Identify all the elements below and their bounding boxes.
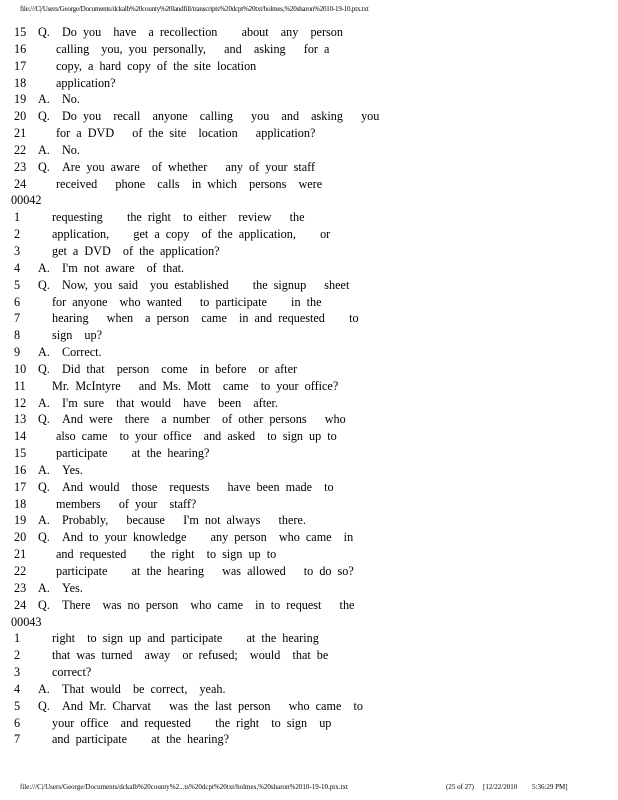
transcript-line: [0, 580, 618, 597]
speaker-label: A.: [38, 395, 50, 410]
line-number: 21: [14, 547, 27, 562]
line-text: And were there a number of other persons who: [62, 412, 346, 427]
line-number: 3: [14, 243, 21, 258]
speaker-label: A.: [38, 260, 50, 275]
line-text: Did that person come in before or after: [62, 361, 298, 376]
line-text: that was turned away or refused; would that be: [52, 648, 329, 663]
line-text: And Mr. Charvat was the last person who came to: [62, 698, 363, 713]
transcript-line: [0, 294, 618, 311]
speaker-label: A.: [38, 92, 50, 107]
transcript-line: [0, 361, 618, 378]
line-text: application, get a copy of the application, or: [52, 227, 331, 242]
transcript-line: [0, 681, 618, 698]
line-text: participate at the hearing was allowed to do so?: [56, 564, 354, 578]
transcript-line: [0, 125, 618, 142]
line-text: for anyone who wanted to participate in the: [52, 294, 322, 309]
speaker-label: A.: [38, 681, 50, 696]
speaker-label: Q.: [38, 530, 50, 545]
line-text: get a DVD of the application?: [52, 243, 220, 258]
transcript-line: [0, 24, 618, 41]
line-number: 6: [14, 715, 21, 730]
line-number: 20: [14, 109, 27, 124]
transcript-body: [0, 24, 618, 748]
line-number: 14: [14, 429, 27, 444]
line-text: right to sign up and participate at the hearing: [52, 631, 319, 646]
transcript-line: [0, 479, 618, 496]
transcript-line: [0, 243, 618, 260]
line-number: 22: [14, 142, 27, 157]
line-text: also came to your office and asked to sign up to: [56, 429, 337, 444]
transcript-line: [0, 411, 618, 428]
page-number: 00043: [11, 614, 42, 629]
transcript-line: [0, 597, 618, 614]
line-number: 16: [14, 462, 27, 477]
line-number: 24: [14, 597, 27, 612]
speaker-label: Q.: [38, 412, 50, 427]
line-text: And would those requests have been made to: [62, 479, 334, 494]
line-text: for a DVD of the site location application?: [56, 126, 316, 141]
line-number: 15: [14, 25, 27, 39]
line-number: 10: [14, 361, 27, 376]
speaker-label: Q.: [38, 698, 50, 713]
transcript-line: [0, 41, 618, 58]
line-text: No.: [62, 92, 80, 107]
transcript-line: [0, 428, 618, 445]
line-text: Do you have a recollection about any person: [62, 25, 343, 39]
page-number: 00042: [11, 193, 42, 208]
line-number: 9: [14, 345, 21, 360]
transcript-line: [0, 209, 618, 226]
line-number: 19: [14, 92, 27, 107]
line-number: 5: [14, 277, 21, 292]
transcript-line: [0, 647, 618, 664]
line-text: Correct.: [62, 345, 102, 360]
speaker-label: Q.: [38, 277, 50, 292]
line-number: 15: [14, 446, 27, 461]
line-number: 1: [14, 210, 21, 225]
footer-date: [12/22/2010: [483, 783, 518, 791]
line-text: sign up?: [52, 328, 103, 343]
line-number: 6: [14, 294, 21, 309]
line-number: 7: [14, 311, 21, 326]
line-number: 13: [14, 412, 27, 427]
speaker-label: A.: [38, 345, 50, 360]
transcript-line: [0, 327, 618, 344]
line-number: 2: [14, 648, 21, 663]
line-text: your office and requested the right to sign up: [52, 715, 332, 730]
line-text: Do you recall anyone calling you and asking you: [62, 109, 380, 124]
line-text: members of your staff?: [56, 496, 197, 511]
line-number: 20: [14, 530, 27, 545]
line-number: 22: [14, 564, 27, 578]
line-number: 16: [14, 41, 27, 56]
transcript-line: [0, 75, 618, 92]
line-text: copy, a hard copy of the site location: [56, 58, 257, 73]
transcript-line: [0, 226, 618, 243]
file-path-header: file:///C|/Users/George/Documents/dckalb%20county%20landfill/transcripts%20dcpt%20txt/holmes,%20sharon%2010-19-10.ptx.txt: [20, 5, 369, 13]
line-number: 8: [14, 328, 21, 343]
transcript-line: [0, 630, 618, 647]
line-text: Yes.: [62, 580, 83, 595]
transcript-line: [0, 715, 618, 732]
line-number: 24: [14, 176, 27, 191]
line-number: 23: [14, 159, 27, 174]
line-number: 4: [14, 681, 21, 696]
line-number: 11: [14, 378, 26, 393]
footer-page-count: (25 of 27): [446, 783, 474, 791]
line-text: There was no person who came in to request the: [62, 597, 355, 612]
transcript-line: [0, 142, 618, 159]
transcript-line: [0, 698, 618, 715]
line-text: requesting the right to either review the: [52, 210, 305, 225]
line-text: participate at the hearing?: [56, 446, 210, 461]
transcript-line: [0, 108, 618, 125]
line-text: hearing when a person came in and requested to: [52, 311, 359, 326]
line-number: 2: [14, 227, 21, 242]
transcript-line: [0, 310, 618, 327]
line-text: Probably, because I'm not always there.: [62, 513, 306, 528]
line-text: I'm sure that would have been after.: [62, 395, 278, 410]
transcript-line: [0, 496, 618, 513]
speaker-label: Q.: [38, 479, 50, 494]
speaker-label: A.: [38, 580, 50, 595]
line-number: 17: [14, 58, 27, 73]
line-text: I'm not aware of that.: [62, 260, 185, 275]
speaker-label: A.: [38, 142, 50, 157]
line-text: Are you aware of whether any of your staff: [62, 159, 316, 174]
transcript-line: [0, 512, 618, 529]
speaker-label: A.: [38, 462, 50, 477]
page-marker: [0, 614, 618, 631]
footer-file-path: file:///C|/Users/George/Documents/dckalb%20county%2...ts%20dcpt%20txt/holmes,%20sharon%2010-19-10.ptx.txt: [20, 783, 348, 791]
line-text: No.: [62, 142, 80, 157]
line-number: 19: [14, 513, 27, 528]
line-number: 12: [14, 395, 27, 410]
speaker-label: A.: [38, 513, 50, 528]
transcript-line: [0, 731, 618, 748]
transcript-line: [0, 445, 618, 462]
transcript-line: [0, 91, 618, 108]
transcript-line: [0, 563, 618, 580]
transcript-line: [0, 529, 618, 546]
speaker-label: Q.: [38, 159, 50, 174]
transcript-line: [0, 395, 618, 412]
line-number: 3: [14, 665, 21, 680]
transcript-line: [0, 277, 618, 294]
line-number: 21: [14, 126, 27, 141]
transcript-line: [0, 344, 618, 361]
line-text: Yes.: [62, 462, 83, 477]
line-number: 17: [14, 479, 27, 494]
line-text: And to your knowledge any person who came in: [62, 530, 354, 545]
line-number: 23: [14, 580, 27, 595]
line-number: 7: [14, 732, 21, 747]
line-text: received phone calls in which persons were: [56, 176, 323, 191]
line-text: correct?: [52, 665, 92, 680]
transcript-line: [0, 378, 618, 395]
line-text: Now, you said you established the signup sheet: [62, 277, 350, 292]
line-text: calling you, you personally, and asking for a: [56, 41, 330, 56]
line-number: 5: [14, 698, 21, 713]
speaker-label: Q.: [38, 109, 50, 124]
line-text: That would be correct, yeah.: [62, 681, 226, 696]
line-text: and requested the right to sign up to: [56, 547, 277, 562]
speaker-label: Q.: [38, 361, 50, 376]
line-number: 4: [14, 260, 21, 275]
line-number: 18: [14, 496, 27, 511]
line-number: 1: [14, 631, 21, 646]
line-text: Mr. McIntyre and Ms. Mott came to your office?: [52, 378, 339, 393]
transcript-line: [0, 546, 618, 563]
line-text: and participate at the hearing?: [52, 732, 229, 747]
transcript-line: [0, 664, 618, 681]
transcript-line: [0, 260, 618, 277]
speaker-label: Q.: [38, 597, 50, 612]
line-number: 18: [14, 75, 27, 90]
page-marker: [0, 192, 618, 209]
transcript-line: [0, 58, 618, 75]
transcript-line: [0, 176, 618, 193]
footer-time: 5:36:29 PM]: [532, 783, 568, 791]
transcript-line: [0, 159, 618, 176]
speaker-label: Q.: [38, 25, 50, 39]
transcript-line: [0, 462, 618, 479]
line-text: application?: [56, 75, 116, 90]
